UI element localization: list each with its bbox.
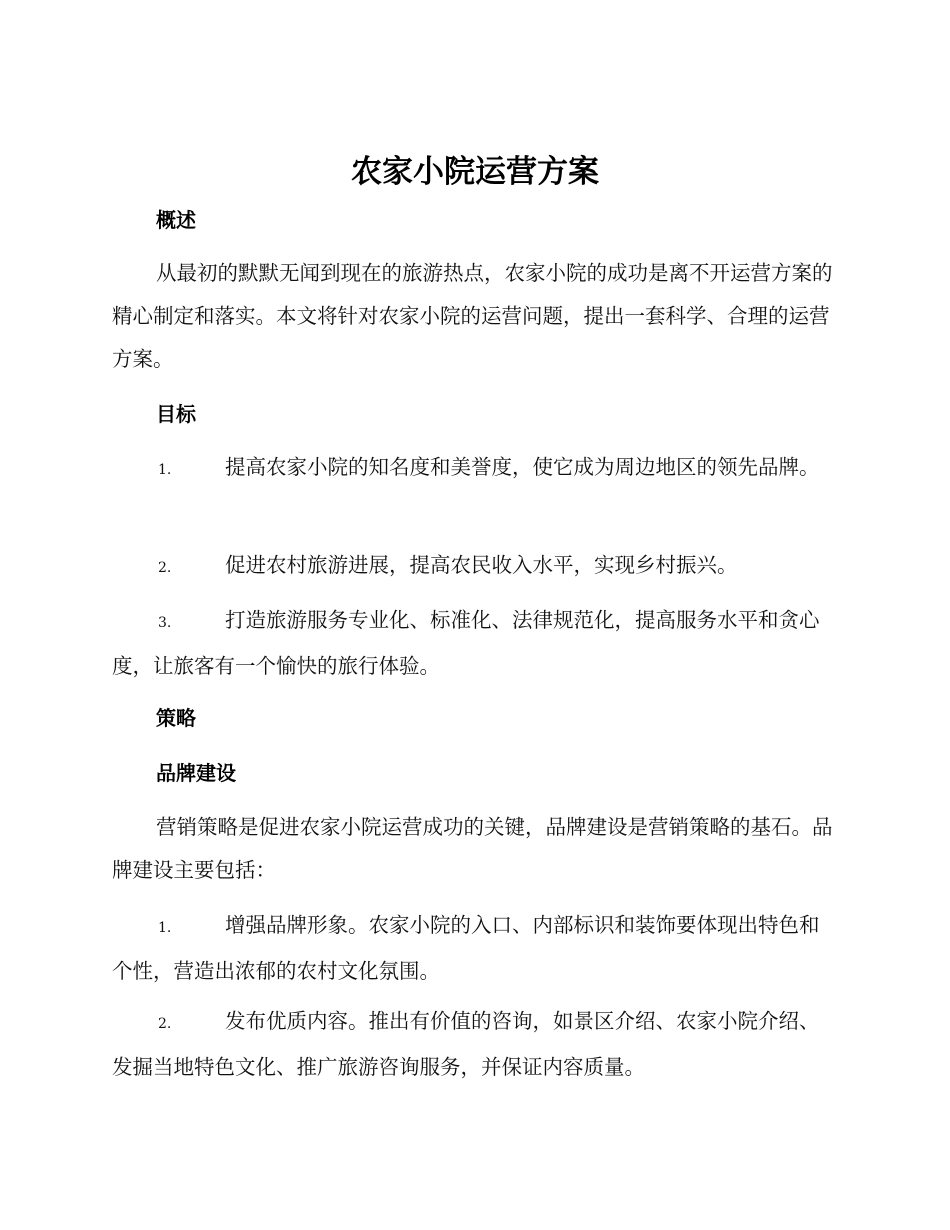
- subsection-heading-brand: 品牌建设: [156, 761, 236, 785]
- section-heading-goals: 目标: [156, 402, 196, 426]
- brand-item-1: [112, 904, 837, 993]
- brand-paragraph: 营销策略是促进农家小院运营成功的关键，品牌建设是营销策略的基石。品牌建设主要包括：: [112, 815, 833, 882]
- brand-item-2: [112, 1000, 837, 1089]
- list-item-text: 增强品牌形象。农家小院的入口、内部标识和装饰要体现出特色和个性，营造出浓郁的农村文化氛围。: [112, 913, 820, 983]
- list-item-text: 打造旅游服务专业化、标准化、法律规范化，提高服务水平和贪心度，让旅客有一个愉快的旅行体验。: [112, 608, 820, 678]
- list-number: 2.: [158, 1016, 172, 1032]
- section-heading-strategy: 策略: [156, 706, 196, 730]
- list-item-text: 发布优质内容。推出有价值的咨询，如景区介绍、农家小院介绍、发掘当地特色文化、推广旅游咨询服务，并保证内容质量。: [112, 1009, 820, 1079]
- list-number: 1.: [158, 462, 172, 478]
- list-number: 2.: [158, 560, 172, 576]
- list-item-text: 促进农村旅游进展，提高农民收入水平，实现乡村振兴。: [225, 553, 738, 577]
- goal-item-2: [112, 544, 837, 590]
- goal-item-1: [112, 446, 837, 492]
- section-heading-overview: 概述: [156, 208, 196, 232]
- document-title: 农家小院运营方案: [351, 154, 599, 190]
- list-item-text: 提高农家小院的知名度和美誉度，使它成为周边地区的领先品牌。: [225, 455, 820, 479]
- overview-paragraph: 从最初的默默无闻到现在的旅游热点，农家小院的成功是离不开运营方案的精心制定和落实。本文将针对农家小院的运营问题，提出一套科学、合理的运营方案。: [112, 261, 833, 371]
- list-number: 3.: [158, 615, 172, 631]
- goal-item-3: [112, 599, 837, 688]
- list-number: 1.: [158, 920, 172, 936]
